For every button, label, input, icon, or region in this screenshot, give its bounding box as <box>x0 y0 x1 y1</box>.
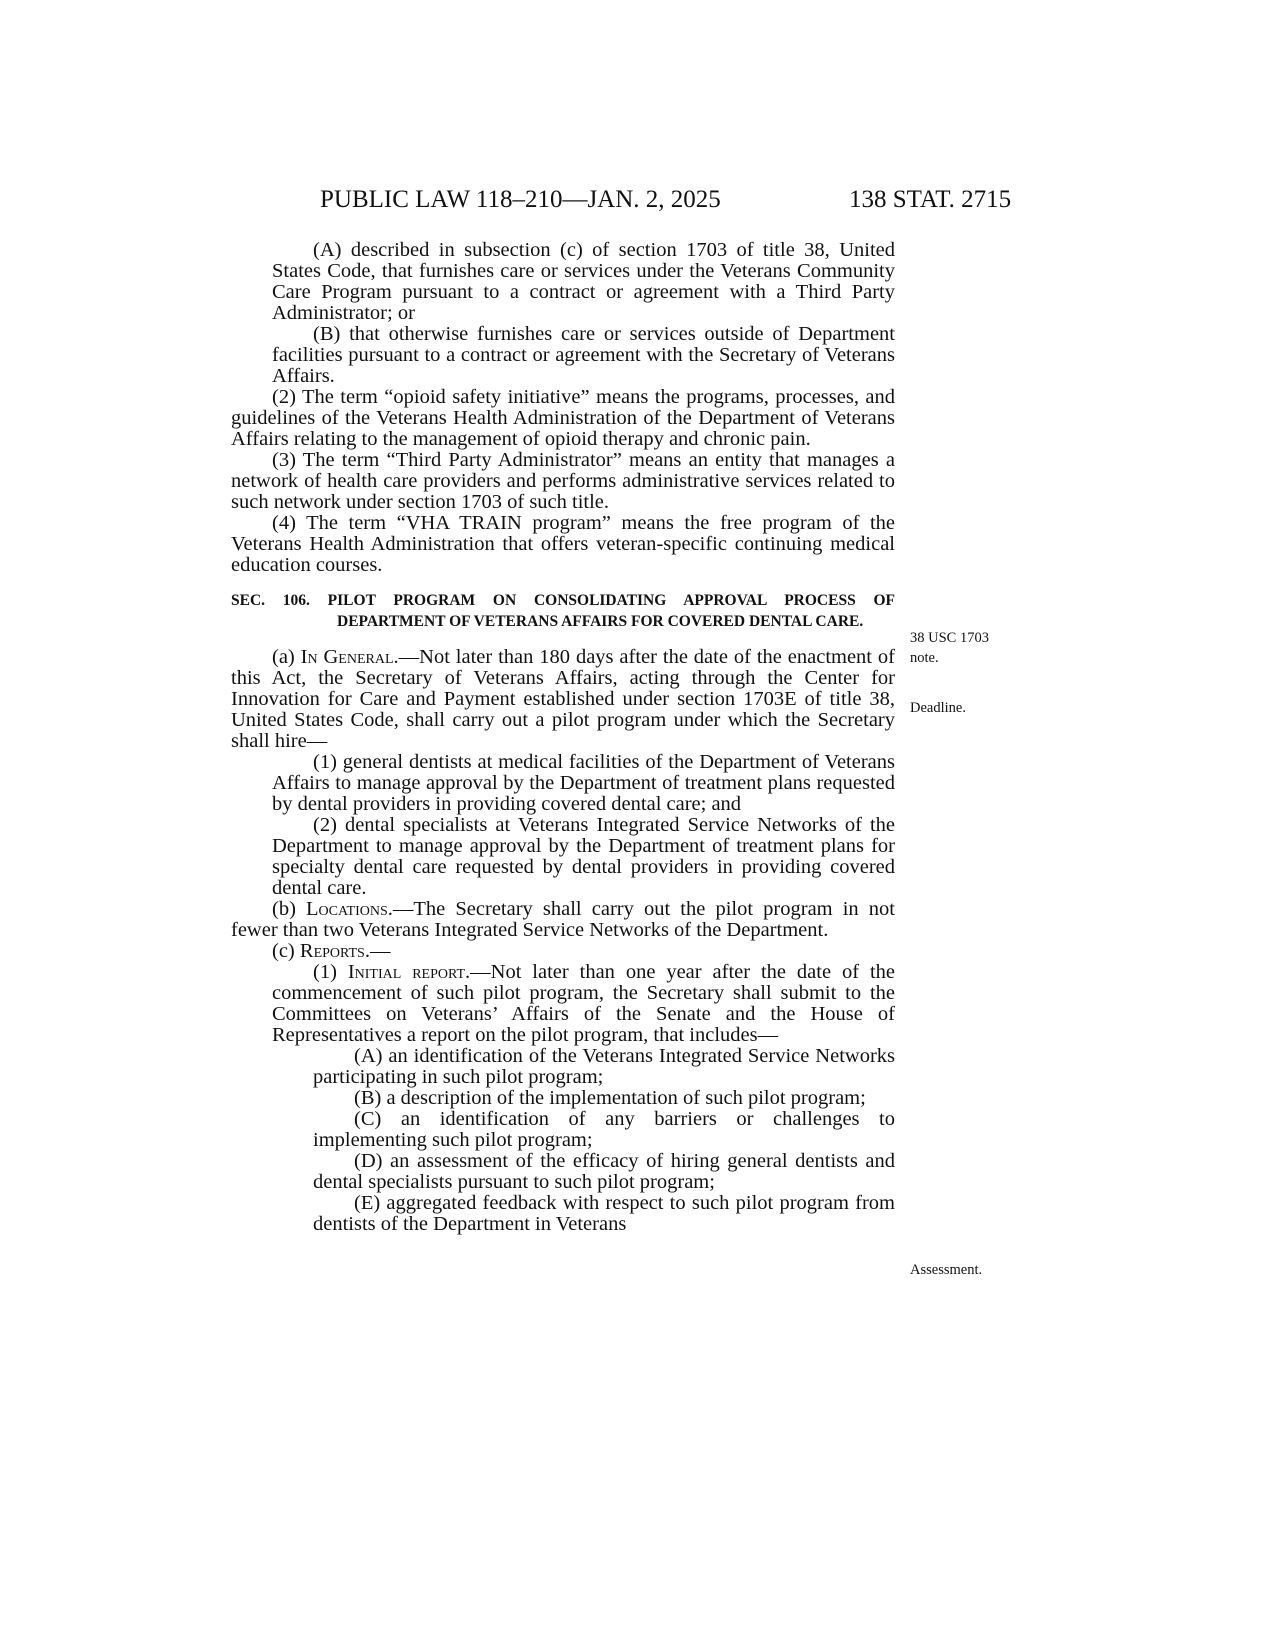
definition-opioid-safety: (2) The term “opioid safety initiative” means the programs, processes, and guidelines of the Veterans Health Administration of the Department of Veterans Affairs relating to the management of opioid therapy and chronic pain. <box>231 386 895 450</box>
initial-report <box>272 962 895 1046</box>
subsection-c-text: .— <box>364 940 391 962</box>
subsection-c-reports <box>231 941 895 962</box>
subsection-b-caption: Locations <box>306 898 388 920</box>
report-item-c: (C) an identification of any barriers or challenges to implementing such pilot program; <box>313 1108 895 1151</box>
section-heading: SEC. 106. PILOT PROGRAM ON CONSOLIDATING APPROVAL PROCESS OF DEPARTMENT OF VETERANS AFFAIRS FOR COVERED DENTAL CARE. <box>231 592 895 630</box>
initial-report-lead: (1) <box>313 961 348 983</box>
subsection-a-in-general <box>231 647 895 752</box>
subsection-a-caption: In General <box>300 646 394 668</box>
margin-note-usc: 38 USC 1703 note. <box>910 630 989 666</box>
report-item-e: (E) aggregated feedback with respect to such pilot program from dentists of the Department in Veterans <box>313 1192 895 1235</box>
definition-vha-train: (4) The term “VHA TRAIN program” means the free program of the Veterans Health Administration that offers veteran-specific continuing medical education courses. <box>231 512 895 576</box>
page-citation: 138 STAT. 2715 <box>849 186 1012 213</box>
page-header <box>0 183 1275 217</box>
subsection-a-text: .—Not later than 180 days after the date of the enactment of this Act, the Secretary of Veterans Affairs, acting through the Center for Innovation for Care and Payment established under section 1703E of title 38, United States Code, shall carry out a pilot program under which the Secretary shall hire— <box>231 646 895 752</box>
subsection-b-lead: (b) <box>272 898 307 920</box>
subsection-b-locations <box>231 899 895 941</box>
paragraph-b-otherwise: (B) that otherwise furnishes care or services outside of Department facilities pursuant to a contract or agreement with the Secretary of Veterans Affairs. <box>272 323 895 387</box>
statute-body <box>231 240 895 1235</box>
paragraph-a-described: (A) described in subsection (c) of section 1703 of title 38, United States Code, that furnishes care or services under the Veterans Community Care Program pursuant to a contract or agreement with a Third Party Administrator; or <box>272 239 895 324</box>
section-heading-block <box>231 590 895 632</box>
margin-note-assessment: Assessment. <box>910 1262 983 1278</box>
running-head: PUBLIC LAW 118–210—JAN. 2, 2025 <box>320 186 721 213</box>
subsection-a-item-1: (1) general dentists at medical facilities of the Department of Veterans Affairs to manage approval by the Department of treatment plans requested by dental providers in providing covered dental care; and <box>272 751 895 815</box>
subsection-a-lead: (a) <box>272 646 301 668</box>
definition-third-party-administrator: (3) The term “Third Party Administrator” means an entity that manages a network of health care providers and performs administrative services related to such network under section 1703 of such title. <box>231 449 895 513</box>
initial-report-caption: Initial report <box>347 961 466 983</box>
subsection-a-item-2: (2) dental specialists at Veterans Integrated Service Networks of the Department to manage approval by the Department of treatment plans for specialty dental care requested by dental providers in providing covered dental care. <box>272 814 895 899</box>
margin-note-deadline: Deadline. <box>910 700 966 716</box>
subsection-b-text: .—The Secretary shall carry out the pilot program in not fewer than two Veterans Integrated Service Networks of the Department. <box>231 898 895 941</box>
report-item-a: (A) an identification of the Veterans Integrated Service Networks participating in such pilot program; <box>313 1045 895 1088</box>
report-item-b: (B) a description of the implementation of such pilot program; <box>354 1087 866 1109</box>
subsection-c-caption: Reports <box>299 940 365 962</box>
initial-report-text: .—Not later than one year after the date of the commencement of such pilot program, the Secretary shall submit to the Committees on Veterans’ Affairs of the Senate and the House of Representatives a report on the pilot program, that includes— <box>272 961 895 1046</box>
report-item-d: (D) an assessment of the efficacy of hiring general dentists and dental specialists pursuant to such pilot program; <box>313 1150 895 1193</box>
subsection-c-lead: (c) <box>272 940 300 962</box>
